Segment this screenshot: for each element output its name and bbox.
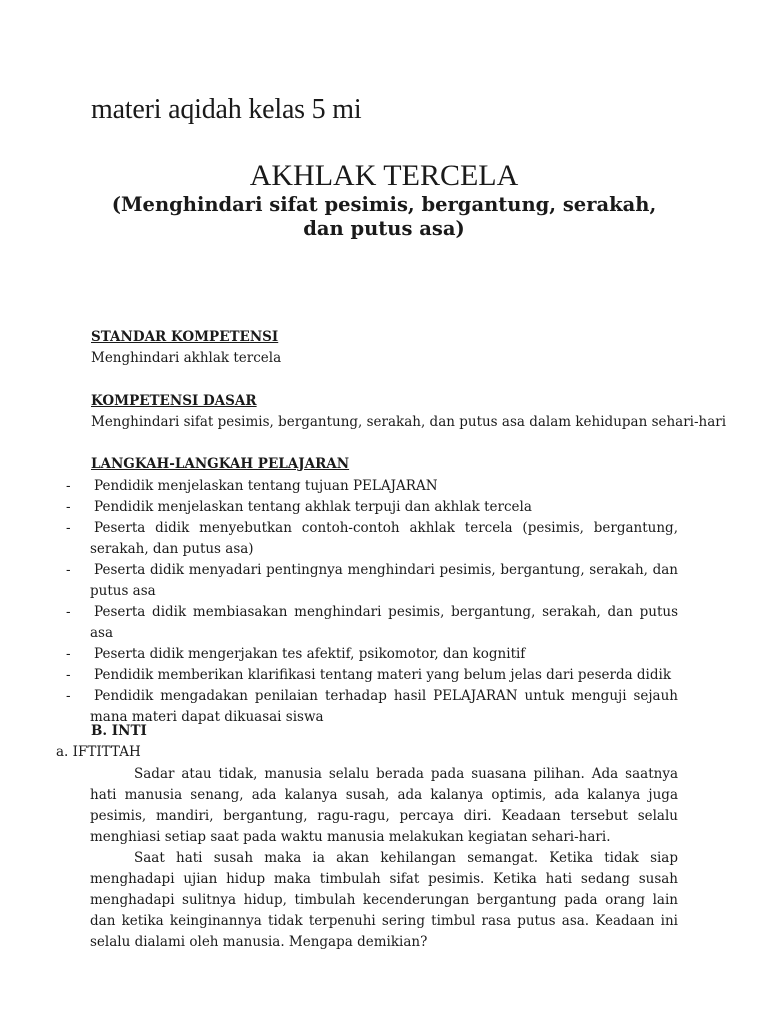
- list-item: [66, 476, 678, 497]
- list-bullet: -: [66, 562, 71, 578]
- page-title: materi aqidah kelas 5 mi: [91, 94, 362, 125]
- standar-kompetensi-title: STANDAR KOMPETENSI: [91, 329, 279, 345]
- standar-kompetensi-text: Menghindari akhlak tercela: [91, 350, 282, 366]
- list-item-text: Pendidik menjelaskan tentang tujuan PELAJARAN: [94, 478, 438, 494]
- list-item: [66, 602, 678, 644]
- list-bullet: -: [66, 499, 71, 515]
- list-bullet: -: [66, 646, 71, 662]
- list-item-text: Pendidik menjelaskan tentang akhlak terpuji dan akhlak tercela: [94, 499, 532, 515]
- list-item: [66, 665, 678, 686]
- list-item-text: Pendidik mengadakan penilaian terhadap hasil PELAJARAN untuk menguji sejauh mana materi dapat dikuasai siswa: [90, 688, 678, 725]
- main-heading: AKHLAK TERCELA: [249, 159, 519, 192]
- list-item: [66, 560, 678, 602]
- list-bullet: -: [66, 478, 71, 494]
- list-bullet: -: [66, 604, 71, 620]
- list-item-text: Peserta didik mengerjakan tes afektif, psikomotor, dan kognitif: [94, 646, 526, 662]
- kompetensi-dasar-title: KOMPETENSI DASAR: [91, 393, 257, 409]
- list-bullet: -: [66, 667, 71, 683]
- list-item-text: Peserta didik membiasakan menghindari pesimis, bergantung, serakah, dan putus asa: [90, 604, 678, 641]
- kompetensi-dasar-text: Menghindari sifat pesimis, bergantung, serakah, dan putus asa dalam kehidupan sehari-hari: [91, 414, 727, 430]
- list-item: [66, 497, 678, 518]
- paragraph: Saat hati susah maka ia akan kehilangan semangat. Ketika tidak siap menghadapi ujian hidup maka timbulah sifat pesimis. Ketika hati sedang susah menghadapi sulitnya hidup, timbulah kecenderungan bergantung pada orang lain dan ketika keinginannya tidak terpenuhi sering timbul rasa putus asa. Keadaan ini selalu dialami oleh manusia. Mengapa demikian?: [90, 850, 678, 950]
- list-item: [66, 518, 678, 560]
- langkah-list: [66, 476, 678, 728]
- langkah-pelajaran-title: LANGKAH-LANGKAH PELAJARAN: [91, 456, 350, 472]
- list-item-text: Peserta didik menyebutkan contoh-contoh akhlak tercela (pesimis, bergantung, serakah, dan putus asa): [90, 520, 678, 557]
- list-item-text: Pendidik memberikan klarifikasi tentang materi yang belum jelas dari peserda didik: [94, 667, 672, 683]
- list-item: [66, 686, 678, 728]
- list-item: [66, 644, 678, 665]
- list-bullet: -: [66, 520, 71, 536]
- list-item-text: Peserta didik menyadari pentingnya menghindari pesimis, bergantung, serakah, dan putus asa: [90, 562, 678, 599]
- inti-title: B. INTI: [91, 723, 147, 739]
- list-bullet: -: [66, 688, 71, 704]
- iftittah-label: a. IFTITTAH: [56, 744, 141, 760]
- paragraph: Sadar atau tidak, manusia selalu berada pada suasana pilihan. Ada saatnya hati manusia senang, ada kalanya susah, ada kalanya optimis, ada kalanya juga pesimis, mandiri, bergantung, ragu-ragu, percaya diri. Keadaan tersebut selalu menghiasi setiap saat pada waktu manusia melakukan kegiatan sehari-hari.: [90, 766, 678, 845]
- sub-heading: (Menghindari sifat pesimis, bergantung, serakah, dan putus asa): [111, 193, 657, 240]
